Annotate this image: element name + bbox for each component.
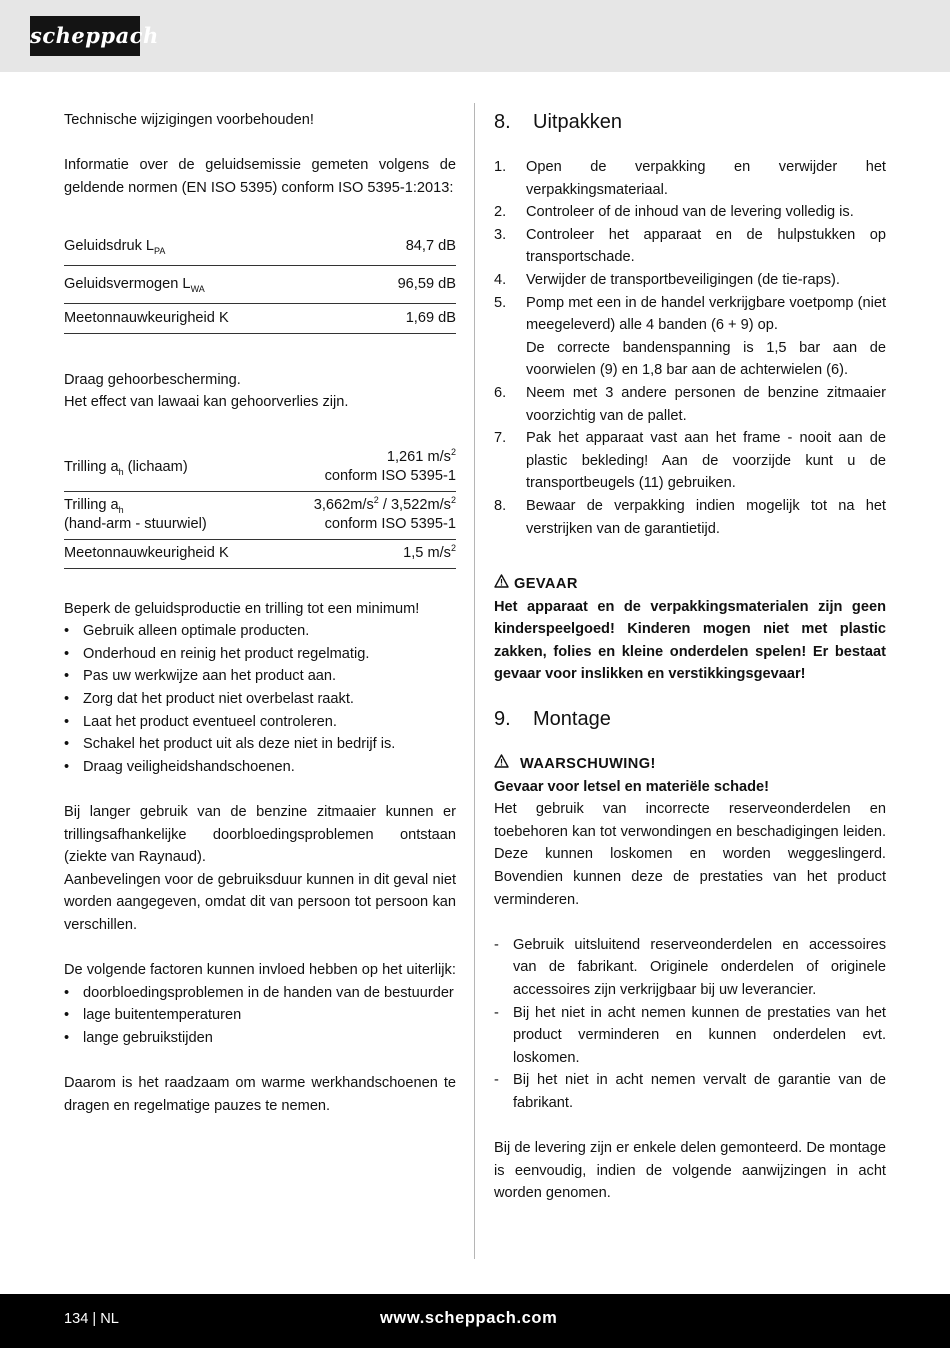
- hearing-protection-line: Draag gehoorbescherming.: [64, 371, 241, 388]
- vib-label: Meetonnauwkeurigheid K: [64, 539, 274, 568]
- step-number: 7.: [494, 430, 507, 447]
- vib-sup: 2: [373, 495, 379, 506]
- unpacking-steps: [494, 156, 886, 540]
- list-item: [494, 292, 886, 337]
- hearing-loss-line: Het effect van lawaai kan gehoorverlies zijn.: [64, 394, 349, 411]
- list-item: [494, 495, 886, 540]
- step-number: 8.: [494, 497, 507, 514]
- step-number: 2.: [494, 204, 507, 221]
- vib-label-suffix: (lichaam): [123, 458, 188, 475]
- vib-label: Trilling a: [64, 497, 119, 514]
- vib-sub: h: [118, 466, 124, 477]
- noise-value: 96,59 dB: [353, 265, 456, 303]
- section-title: Montage: [533, 708, 611, 731]
- list-item: [494, 1069, 886, 1114]
- noise-label: Meetonnauwkeurigheid K: [64, 303, 353, 333]
- section-title: Uitpakken: [533, 111, 622, 133]
- list-item: [494, 156, 886, 201]
- vib-sub: h: [118, 505, 124, 516]
- dash-marker: -: [494, 1004, 499, 1021]
- list-item: [494, 382, 886, 427]
- tech-changes-note: Technische wijzigingen voorbehouden!: [64, 112, 314, 128]
- vib-norm: conform ISO 5395-1: [324, 467, 456, 484]
- step-number: 1.: [494, 159, 507, 175]
- list-item-text: Bij het niet in acht nemen kunnen de prestaties van het product verminderen en kunnen onderdelen evt. loskomen.: [513, 1004, 886, 1066]
- step-text: Open de verpakking en verwijder het verpakkingsmateriaal.: [526, 159, 886, 198]
- page-number: 134 | NL: [64, 1311, 119, 1327]
- warning-triangle-icon: [494, 573, 510, 596]
- list-item: [494, 1002, 886, 1070]
- list-item: • doorbloedingsproblemen in de handen van de bestuurder: [64, 982, 456, 1005]
- step-text: Pomp met een in de handel verkrijgbare voetpomp (niet meegeleverd) alle 4 banden (6 + 9) op.: [526, 294, 886, 334]
- header-bar: [0, 0, 950, 72]
- section-number: 9.: [494, 708, 511, 731]
- section-number: 8.: [494, 111, 511, 133]
- vib-value: 1,5 m/s: [403, 545, 451, 562]
- step-text: Neem met 3 andere personen de benzine zitmaaier voorzichtig van de pallet.: [526, 384, 886, 424]
- list-item: [494, 224, 886, 269]
- usage-duration-paragraph: Aanbevelingen voor de gebruiksduur kunnen in dit geval niet worden aangegeven, omdat dit van persoon tot persoon kan verschillen.: [64, 871, 456, 933]
- list-item: • lange gebruikstijden: [64, 1027, 456, 1050]
- danger-text: Het apparaat en de verpakkingsmaterialen zijn geen kinderspeelgoed! Kinderen mogen niet met plastic zakken, folies en kleine onderdelen spelen! Er bestaat gevaar voor inslikken en verstikkingsgevaar!: [494, 598, 886, 683]
- vibration-row-body: [64, 443, 456, 491]
- danger-label: GEVAAR: [514, 576, 578, 593]
- noise-info-paragraph: Informatie over de geluidsemissie gemeten volgens de geldende normen (EN ISO 5395) conform ISO 5395-1:2013:: [64, 157, 456, 196]
- left-column: [64, 109, 456, 1117]
- list-item: • lage buitentemperaturen: [64, 1004, 456, 1027]
- vib-sup: 2: [450, 543, 456, 554]
- step-text: Controleer of de inhoud van de levering volledig is.: [526, 204, 854, 221]
- factors-paragraph: De volgende factoren kunnen invloed hebben op het uiterlijk:: [64, 962, 456, 979]
- noise-label: Geluidsvermogen L: [64, 276, 191, 293]
- scheppach-logo: scheppach: [30, 16, 140, 56]
- step-text: Bewaar de verpakking indien mogelijk tot na het verstrijken van de garantietijd.: [526, 497, 886, 537]
- gloves-paragraph: Daarom is het raadzaam om warme werkhandschoenen te dragen en regelmatige pauzes te nemen.: [64, 1075, 456, 1114]
- warning-text: Het gebruik van incorrecte reserveonderdelen en toebehoren kan tot verwondingen en beschadigingen leiden. Deze kunnen loskomen en worden weggeslingerd. Bovendien kunnen deze de prestaties van het product verminderen.: [494, 801, 886, 908]
- warning-subheading: Gevaar voor letsel en materiële schade!: [494, 778, 769, 795]
- footer-bar: [0, 1294, 950, 1348]
- vib-value-a: 3,662m/s: [313, 497, 374, 514]
- limit-noise-paragraph: Beperk de geluidsproductie en trilling tot een minimum!: [64, 600, 420, 617]
- vib-value: 1,261 m/s: [386, 448, 451, 465]
- dash-marker: -: [494, 1072, 499, 1089]
- noise-row-pressure: [64, 227, 456, 265]
- parts-warning-list: [494, 934, 886, 1115]
- noise-value: 1,69 dB: [353, 303, 456, 333]
- list-item: • Schakel het product uit als deze niet in bedrijf is.: [64, 733, 456, 756]
- raynaud-paragraph: Bij langer gebruik van de benzine zitmaaier kunnen er trillingsafhankelijke doorbloedingsproblemen ontstaan (ziekte van Raynaud).: [64, 803, 456, 866]
- noise-table: [64, 227, 456, 334]
- list-item: [494, 269, 886, 292]
- warning-heading: [494, 753, 886, 776]
- danger-heading: [494, 573, 886, 596]
- vibration-row-hand: [64, 491, 456, 539]
- step-number: 5.: [494, 294, 507, 311]
- vib-value-b: / 3,522m/s: [378, 497, 451, 514]
- list-item: • Onderhoud en reinig het product regelmatig.: [64, 643, 456, 666]
- list-item: • Pas uw werkwijze aan het product aan.: [64, 665, 456, 688]
- vib-label-2: (hand-arm - stuurwiel): [64, 516, 207, 533]
- list-item: • Laat het product eventueel controleren.: [64, 711, 456, 734]
- noise-sub: PA: [154, 245, 166, 256]
- warning-label: WAARSCHUWING!: [520, 756, 656, 773]
- vib-sup: 2: [450, 495, 456, 506]
- step-text: Controleer het apparaat en de hulpstukken op transportschade.: [526, 226, 886, 266]
- step-number: [494, 337, 526, 382]
- website-link[interactable]: www.scheppach.com: [380, 1309, 558, 1327]
- list-item: • Zorg dat het product niet overbelast raakt.: [64, 688, 456, 711]
- factors-list: [64, 982, 456, 1050]
- step-number: 6.: [494, 384, 507, 401]
- list-item: [494, 201, 886, 224]
- vib-sup: 2: [450, 446, 456, 457]
- noise-value: 84,7 dB: [353, 227, 456, 265]
- list-item-text: Bij het niet in acht nemen vervalt de garantie van de fabrikant.: [513, 1072, 886, 1111]
- warning-triangle-icon: [494, 753, 510, 776]
- section-8-heading: [494, 109, 886, 135]
- right-column: [494, 109, 886, 1205]
- noise-row-uncertainty: [64, 303, 456, 333]
- step-text: De correcte bandenspanning is 1,5 bar aan de voorwielen (9) en 1,8 bar aan de achterwielen (6).: [526, 339, 886, 379]
- noise-tips-list: [64, 620, 456, 778]
- section-9-heading: [494, 706, 886, 732]
- list-item: • Gebruik alleen optimale producten.: [64, 620, 456, 643]
- step-number: 4.: [494, 271, 507, 288]
- step-number: 3.: [494, 226, 507, 243]
- list-item: [494, 934, 886, 1002]
- vib-label: Trilling a: [64, 458, 119, 475]
- list-item: • Draag veiligheidshandschoenen.: [64, 756, 456, 779]
- vibration-table: [64, 443, 456, 569]
- noise-label: Geluidsdruk L: [64, 237, 155, 254]
- list-item-text: Gebruik uitsluitend reserveonderdelen en accessoires van de fabrikant. Originele onderdelen of originele accessoires zijn verkrijgbaar bij uw leverancier.: [513, 936, 886, 998]
- noise-sub: WA: [190, 284, 205, 295]
- noise-row-power: [64, 265, 456, 303]
- vib-norm: conform ISO 5395-1: [324, 516, 456, 533]
- vibration-row-uncertainty: [64, 539, 456, 568]
- assembly-intro-paragraph: Bij de levering zijn er enkele delen gemonteerd. De montage is eenvoudig, indien de volgende aanwijzingen in acht worden genomen.: [494, 1140, 886, 1202]
- step-text: Verwijder de transportbeveiligingen (de tie-raps).: [526, 271, 840, 288]
- dash-marker: -: [494, 936, 499, 953]
- list-item: [494, 337, 886, 382]
- step-text: Pak het apparaat vast aan het frame - nooit aan de plastic bekleding! Aan de voorzijde kunt u de transportbeugels (11) gebruiken.: [526, 430, 886, 492]
- list-item: [494, 427, 886, 495]
- column-divider: [474, 103, 475, 1259]
